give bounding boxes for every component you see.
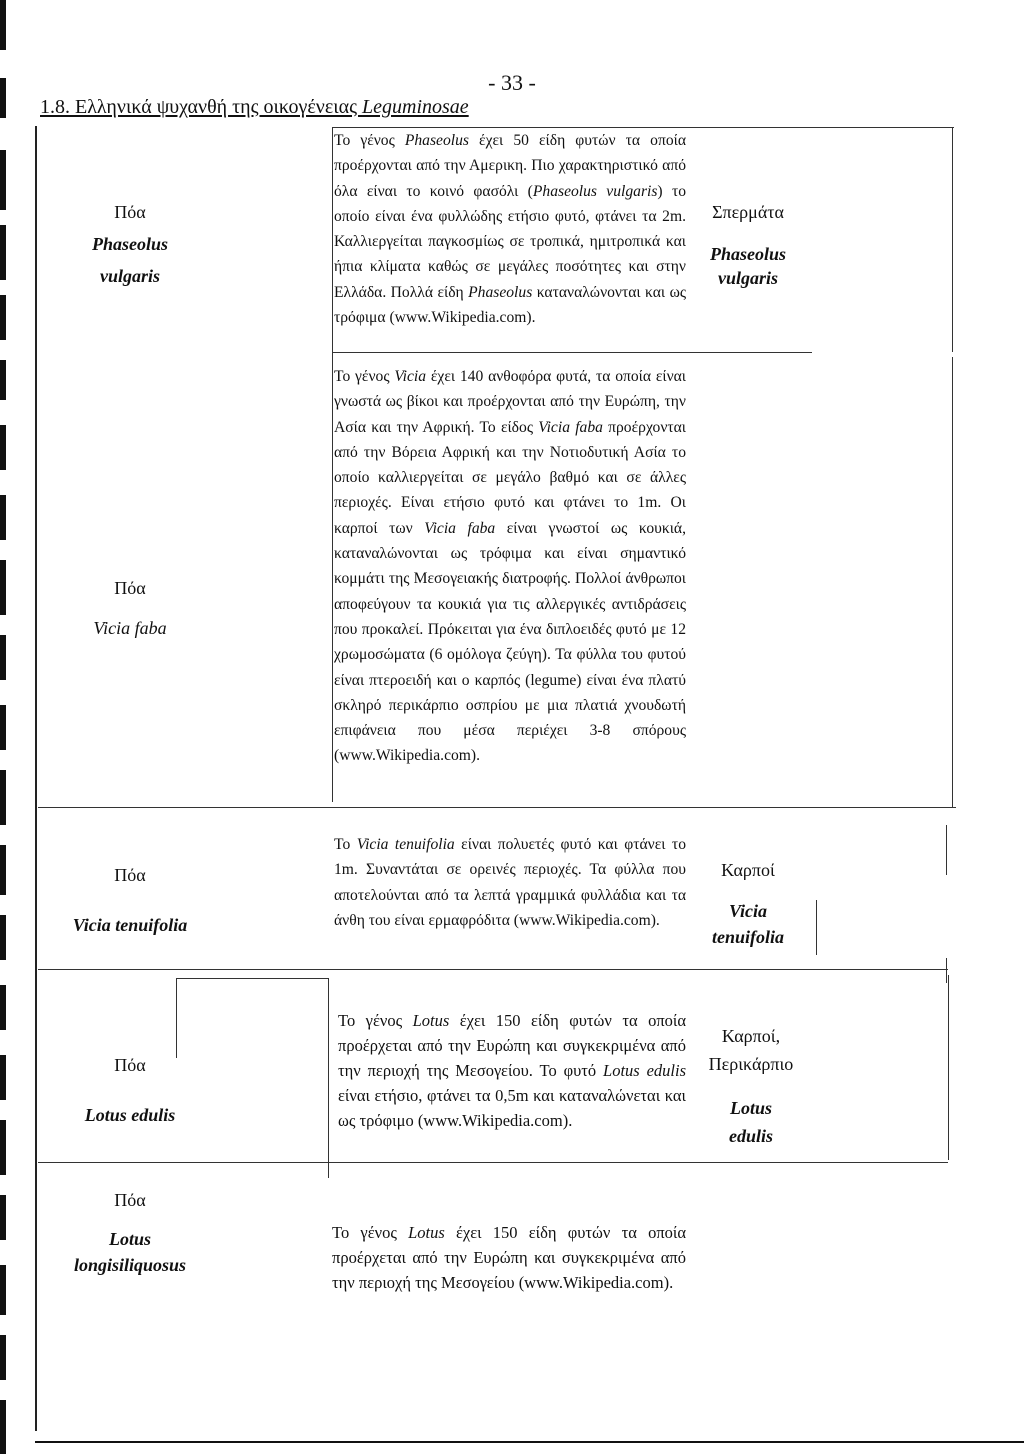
description-text: καταναλώνονται και ως τρόφιμα (www.Wikipedia.com).: [334, 283, 687, 327]
table-column-rule: [332, 127, 333, 367]
description-text: είναι πολυετές φυτό και φτάνει το 1m. Συναντάται σε ορεινές περιοχές. Τα φύλλα που αποτελούνται από τα λεπτά γραμμικά φυλλάδια και τα άνθη του είναι ερμαφρόδιτα (www.Wikipedia.com).: [334, 836, 686, 929]
description-text: Το γένος: [338, 1011, 413, 1030]
scan-edge-bar: [0, 985, 6, 1030]
row-lotus-longisiliquosus-description: [332, 1220, 686, 1295]
scan-edge-bar: [0, 635, 6, 680]
scan-edge-bar: [0, 1335, 6, 1380]
table-column-rule: [946, 825, 947, 875]
scan-edge-bar: [0, 425, 6, 470]
scan-edge-bar: [0, 0, 6, 50]
row-vicia-tenuifolia-part-cell: [688, 854, 808, 950]
description-species: Vicia tenuifolia: [356, 836, 455, 853]
scan-edge-bar: [0, 1265, 6, 1315]
scan-edge-bar: [0, 295, 6, 340]
table-column-rule: [332, 367, 333, 802]
scan-edge-bar: [0, 150, 6, 210]
species-name: Lotus: [729, 1098, 772, 1118]
row-lotus-edulis-description: [338, 1008, 686, 1133]
species-name: Phaseolus: [91, 234, 169, 254]
plant-part-label: Περικάρπιο: [708, 1054, 794, 1074]
plant-part-label: Καρποί,: [721, 1026, 781, 1046]
description-text: Το γένος: [334, 368, 395, 385]
scan-edge-bar: [0, 705, 6, 750]
category-label: Πόα: [114, 202, 146, 222]
category-label: Πόα: [114, 1055, 146, 1075]
page-number: - 33 -: [488, 70, 536, 95]
description-species: Phaseolus vulgaris: [532, 182, 658, 200]
scan-edge-bar: [0, 560, 6, 615]
species-name: vulgaris: [99, 266, 160, 286]
description-text: έχει 150 είδη φυτών τα οποία προέρχεται από την Ευρώπη και συγκεκριμένα από την περιοχή της Μεσογείου (www.Wikipedia.com).: [332, 1223, 686, 1292]
description-species: Lotus: [412, 1011, 450, 1030]
table-column-rule: [952, 357, 953, 807]
row-divider: [38, 807, 956, 808]
page-bottom-rule: [35, 1441, 1024, 1443]
species-name: Phaseolus: [709, 244, 787, 264]
description-text: προέρχονται από την Βόρεια Αφρική και την Νοτιοδυτική Ασία το οποίο καλλιεργείται σε μεγάλο βαθμό και σε άλλες περιοχές. Είναι ετήσιο φυτό και φτάνει το 1m. Οι καρποί των: [334, 418, 686, 537]
description-species: Phaseolus: [404, 132, 469, 149]
description-species: Vicia faba: [538, 418, 603, 436]
description-text: ) το οποίο είναι ένα φυλλώδης ετήσιο φυτό, φτάνει τα 2m. Καλλιεργείται παγκοσμίως σε τροπικά, ημιτροπικά και ήπια κλίματα καθώς σε μεγάλες ποσότητες και στην Ελλάδα. Πολλά είδη: [334, 182, 687, 301]
scan-edge-bar: [0, 1055, 6, 1100]
description-text: Το: [334, 836, 357, 853]
section-title: [40, 96, 469, 119]
row-phaseolus-part-cell: [688, 196, 808, 290]
species-name: Lotus edulis: [84, 1105, 176, 1125]
section-title-family: Leguminosae: [362, 96, 469, 118]
species-name: Lotus: [108, 1229, 151, 1249]
description-species: Vicia faba: [424, 519, 496, 537]
table-column-rule: [952, 127, 953, 352]
row-lotus-edulis-part-cell: [686, 1022, 816, 1150]
row-vicia-faba-category-cell: [40, 568, 220, 648]
species-name: Vicia faba: [93, 618, 167, 638]
row-lotus-edulis-category-cell: [40, 1040, 220, 1140]
species-name: Vicia: [728, 901, 767, 921]
scan-edge-bar: [0, 845, 6, 895]
table-column-rule: [328, 978, 329, 1178]
scan-edge-bar: [0, 495, 6, 540]
row-lotus-longisiliquosus-category-cell: [40, 1182, 220, 1278]
species-name: edulis: [728, 1126, 773, 1146]
row-divider: [38, 1162, 948, 1163]
scan-edge-bar: [0, 1195, 6, 1240]
description-text: έχει 50 είδη φυτών τα οποία προέρχονται από την Αμερικη. Πιο χαρακτηριστικό από όλα είναι το κοινό φασόλι (: [334, 132, 687, 200]
table-column-rule: [816, 900, 817, 955]
row-phaseolus-description: [334, 128, 686, 330]
species-name: longisiliquosus: [73, 1255, 187, 1275]
section-title-prefix: 1.8. Ελληνικά ψυχανθή της οικογένειας: [40, 96, 363, 118]
row-divider: [332, 352, 812, 353]
description-text: Το γένος: [334, 132, 405, 149]
description-text: είναι ετήσιο, φτάνει τα 0,5m και καταναλώνεται και ως τρόφιμο (www.Wikipedia.com).: [338, 1086, 686, 1130]
row-divider: [38, 969, 948, 970]
category-label: Πόα: [114, 578, 146, 598]
description-species: Phaseolus: [468, 283, 533, 301]
row-vicia-tenuifolia-category-cell: [40, 850, 220, 950]
description-text: έχει 140 ανθοφόρα φυτά, τα οποία είναι γνωστά ως βίκοι και προέρχονται από την Ευρώπη, την Ασία και την Αφρική. Το είδος: [334, 368, 686, 436]
species-name: vulgaris: [717, 268, 778, 288]
scan-edge-bar: [0, 1400, 6, 1454]
row-vicia-tenuifolia-description: [334, 832, 686, 933]
category-label: Πόα: [114, 865, 146, 885]
table-column-rule: [946, 958, 947, 983]
description-text: έχει 150 είδη φυτών τα οποία προέρχεται από την Ευρώπη και συγκεκριμένα από την περιοχή της Μεσογείου. Το φυτό: [338, 1011, 686, 1080]
plant-part-label: Σπερμάτα: [712, 202, 784, 222]
species-name: tenuifolia: [711, 927, 784, 947]
scan-edge-bar: [0, 225, 6, 280]
description-text: Το γένος: [332, 1223, 409, 1242]
table-frame-left: [35, 126, 37, 1431]
description-species: Lotus edulis: [603, 1061, 686, 1080]
scan-edge-bar: [0, 360, 6, 400]
description-text: είναι γνωστοί ως κουκιά, καταναλώνονται ως τρόφιμα και είναι σημαντικό κομμάτι της Μεσογειακής διατροφής. Πολλοί άνθρωποι αποφεύγουν τα κουκιά για τις αλλεργικές αντιδράσεις που προκαλεί. Πρόκειται για ένα διπλοειδές φυτό με 12 χρωμοσώματα (6 ομόλογα ζεύγη). Τα φύλλα του φυτού είναι πτεροειδή και ο καρπός (legume) είναι ένα πλατύ σκληρό περικάρπιο οσπρίου με μια πλατιά χνουδωτή επιφάνεια που μέσα περιέχει 3-8 σπόρους (www.Wikipedia.com).: [334, 519, 686, 765]
scan-edge-bar: [0, 770, 6, 825]
scan-edge-bar: [0, 1120, 6, 1175]
description-species: Lotus: [408, 1223, 445, 1242]
row-phaseolus-category-cell: [40, 196, 220, 292]
scan-edge-bar: [0, 915, 6, 960]
species-name: Vicia tenuifolia: [72, 915, 188, 935]
table-column-rule: [948, 975, 949, 1160]
description-species: Vicia: [394, 368, 427, 385]
row-divider: [176, 978, 328, 979]
row-vicia-faba-description: [334, 364, 686, 769]
category-label: Πόα: [114, 1190, 146, 1210]
plant-part-label: Καρποί: [721, 860, 775, 880]
